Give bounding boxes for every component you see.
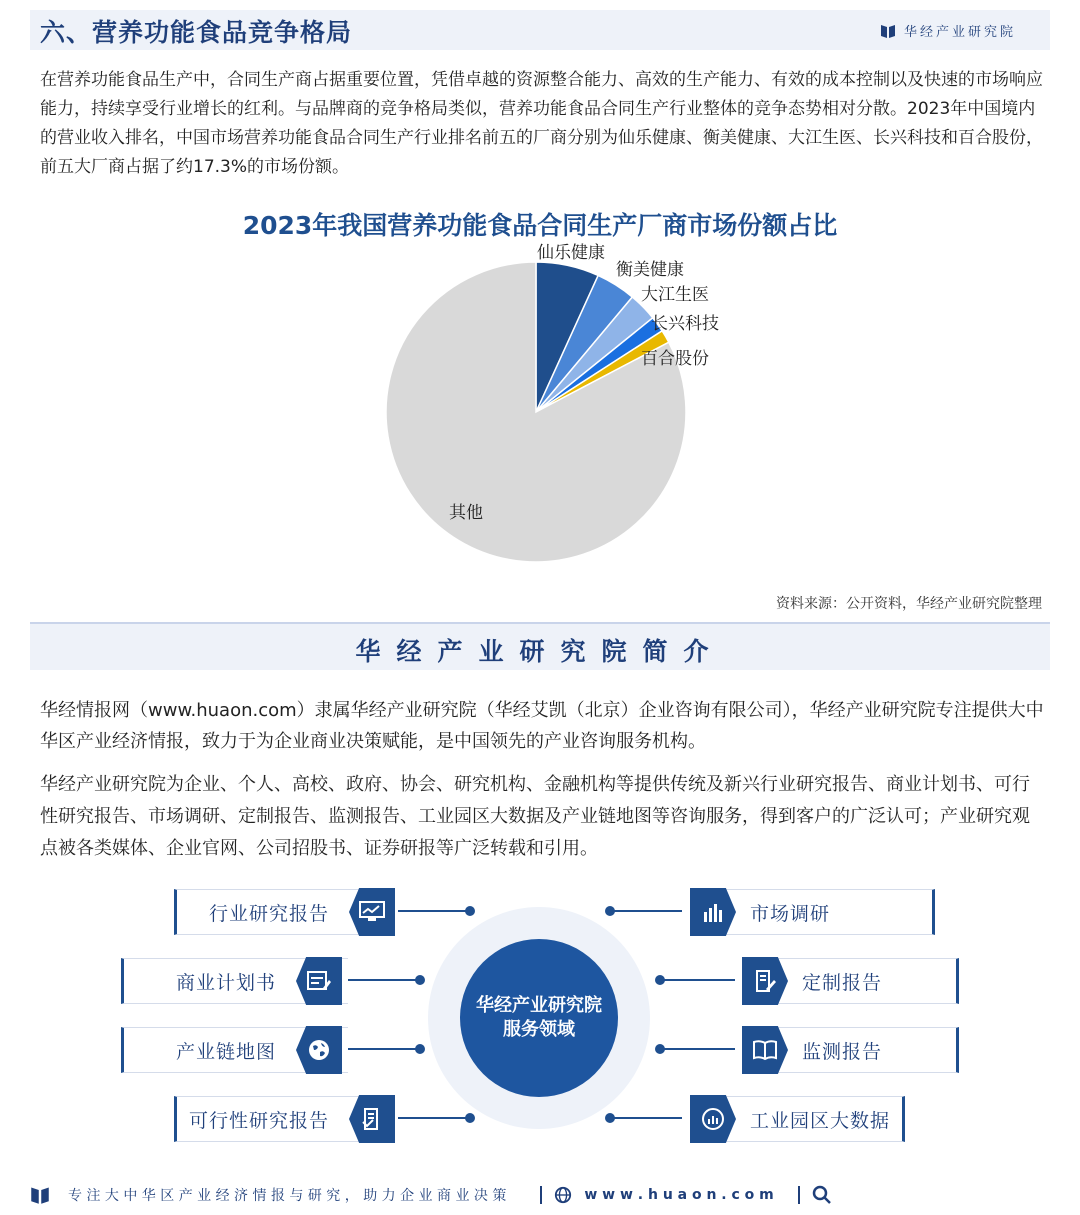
service-item-custom-report[interactable] xyxy=(742,958,959,1004)
service-item-chain-map[interactable] xyxy=(121,1027,348,1073)
service-item-industrial-park-data[interactable] xyxy=(690,1096,905,1142)
service-item-business-plan[interactable] xyxy=(121,958,348,1004)
center-line-1: 华经产业研究院 xyxy=(476,995,602,1016)
service-label: 工业园区大数据 xyxy=(750,1109,891,1132)
pie-label-4: 长兴科技 xyxy=(651,314,719,334)
pie-label-5: 百合股份 xyxy=(641,349,709,369)
footer xyxy=(30,1180,1050,1210)
book-icon xyxy=(742,1026,788,1074)
service-item-industry-report[interactable] xyxy=(174,889,381,935)
data-clock-icon xyxy=(690,1095,736,1143)
pie-label-6: 其他 xyxy=(449,503,483,523)
service-item-market-survey[interactable] xyxy=(690,889,935,935)
footer-divider xyxy=(540,1186,542,1204)
profile-title: 华经产业研究院简介 xyxy=(355,637,725,666)
brand-name: 华经产业研究院 xyxy=(904,25,1017,40)
plan-card-icon xyxy=(296,957,342,1005)
doc-check-icon xyxy=(349,1095,395,1143)
service-label: 行业研究报告 xyxy=(209,902,330,925)
bar-chart-icon xyxy=(690,888,736,936)
profile-paragraph-2: 华经产业研究院为企业、个人、高校、政府、协会、研究机构、金融机构等提供传统及新兴行业研究报告、商业计划书、可行性研究报告、市场调研、定制报告、监测报告、工业园区大数据及产业链地图等咨询服务，得到客户的广泛认可；产业研究观点被各类媒体、企业官网、公司招股书、证券研报等广泛转载和引用。 xyxy=(40,774,1030,859)
chart-monitor-icon xyxy=(349,888,395,936)
service-label: 产业链地图 xyxy=(176,1040,277,1063)
pie-label-2: 衡美健康 xyxy=(616,260,684,280)
source-note: 资料来源：公开资料，华经产业研究院整理 xyxy=(776,596,1042,612)
globe-icon xyxy=(296,1026,342,1074)
globe-icon xyxy=(554,1186,572,1204)
service-label: 定制报告 xyxy=(802,971,883,994)
doc-edit-icon xyxy=(742,957,788,1005)
service-item-monitor-report[interactable] xyxy=(742,1027,959,1073)
service-label: 可行性研究报告 xyxy=(189,1109,330,1132)
center-circle xyxy=(460,939,618,1097)
search-icon[interactable] xyxy=(812,1185,832,1205)
service-label: 监测报告 xyxy=(802,1040,883,1063)
footer-slogan: 专 注 大 中 华 区 产 业 经 济 情 报 与 研 究 ， 助 力 企 业 商 业 决 策 xyxy=(68,1188,507,1204)
section-title: 六、营养功能食品竞争格局 xyxy=(40,18,353,47)
service-label: 市场调研 xyxy=(750,902,831,925)
intro-paragraph: 在营养功能食品生产中，合同生产商占据重要位置，凭借卓越的资源整合能力、高效的生产能力、有效的成本控制以及快速的市场响应能力，持续享受行业增长的红利。与品牌商的竞争格局类似，营养功能食品合同生产行业整体的竞争态势相对分散。2023年中国境内的营业收入排名，中国市场营养功能食品合同生产行业排名前五的厂商分别为仙乐健康、衡美健康、大江生医、长兴科技和百合股份，前五大厂商占据了约17.3%的市场份额。 xyxy=(40,70,1043,177)
footer-divider xyxy=(798,1186,800,1204)
pie-label-1: 仙乐健康 xyxy=(537,243,605,263)
chart-title: 2023年我国营养功能食品合同生产厂商市场份额占比 xyxy=(242,211,838,240)
service-item-feasibility-report[interactable] xyxy=(174,1096,361,1142)
center-line-2: 服务领域 xyxy=(503,1019,575,1040)
footer-url[interactable]: w w w . h u a o n . c o m xyxy=(584,1187,774,1203)
service-label: 商业计划书 xyxy=(176,971,277,994)
footer-logo-icon xyxy=(30,1185,50,1205)
pie-label-3: 大江生医 xyxy=(641,285,709,305)
profile-paragraph-1: 华经情报网（www.huaon.com）隶属华经产业研究院（华经艾凯（北京）企业咨询有限公司），华经产业研究院专注提供大中华区产业经济情报，致力于为企业商业决策赋能，是中国领先的产业咨询服务机构。 xyxy=(40,700,1044,752)
